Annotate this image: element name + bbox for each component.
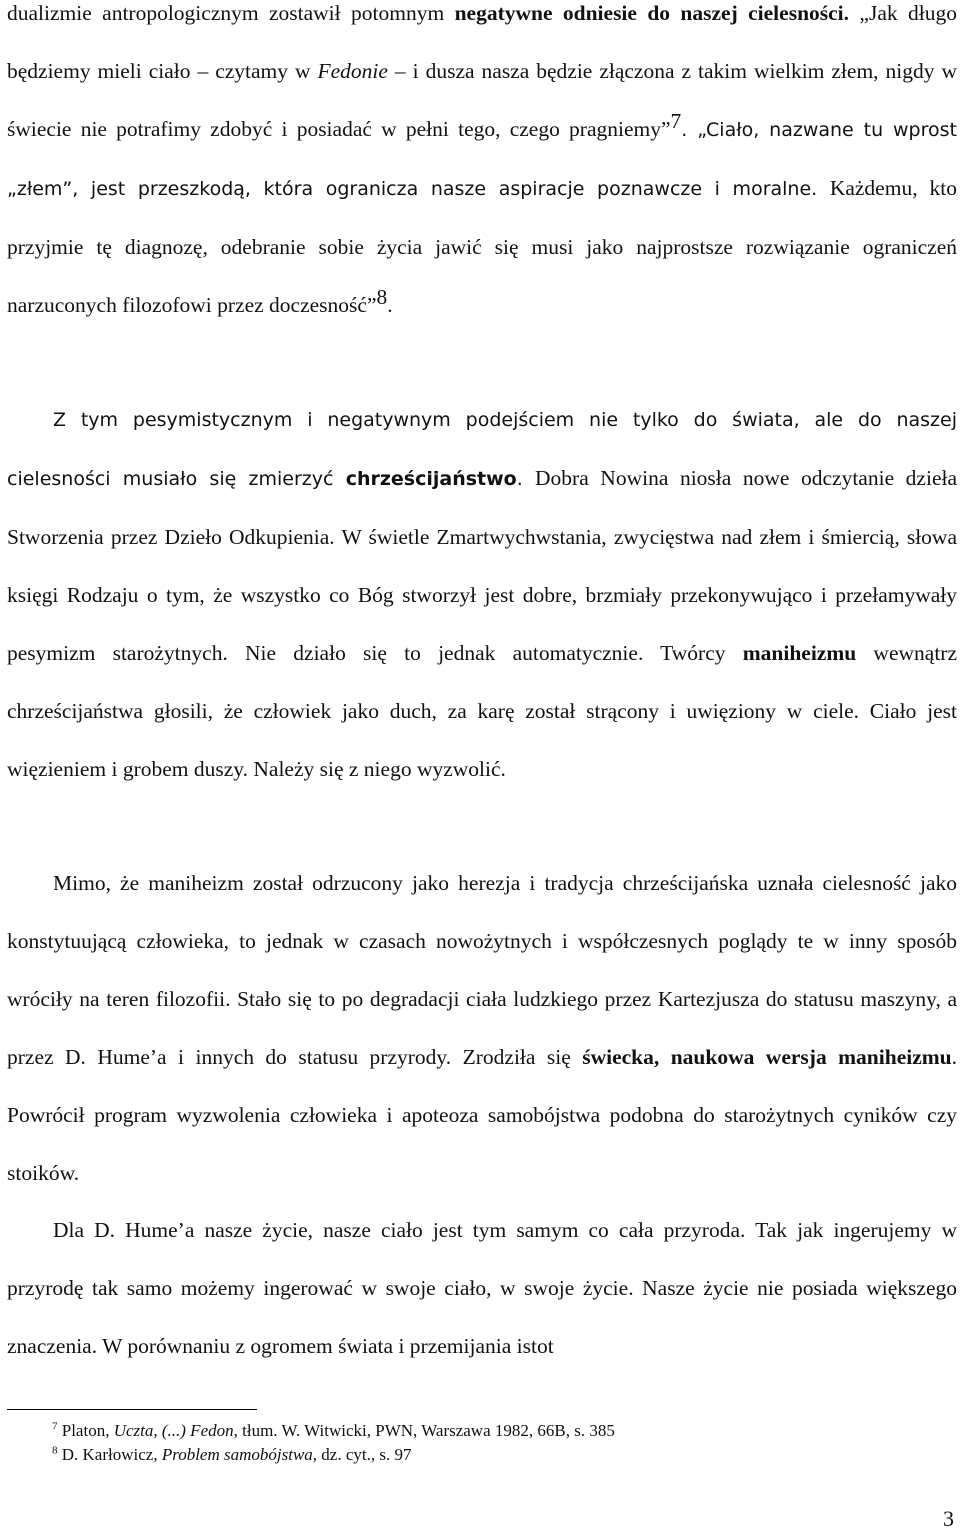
text-run: Mimo, że maniheizm został odrzucony jako herezja i tradycja chrześcijańska uznała cielesność jako konstytuującą człowieka, to jednak w czasach nowożytnych i współczesnych poglądy te w inny sposób wróciły na teren filozofii. Stało się to po degradacji ciała ludzkiego przez Kartezjusza do statusu maszyny, a przez D. Hume’a i innych do statusu przyrody. Zrodziła się xyxy=(7,871,957,1069)
footnote-7 xyxy=(52,1420,615,1442)
text-run: Z tym pesymistycznym i negatywnym podejściem nie tylko do świata, ale do naszej cielesności musiało się zmierzyć xyxy=(7,409,957,490)
text-run: Każdemu, kto przyjmie tę diagnozę, odebranie sobie życia jawić się musi jako najprostsze rozwiązanie ograniczeń narzuconych filozofowi przez doczesność” xyxy=(7,176,957,317)
paragraph-1 xyxy=(7,0,957,334)
bold-phrase: świecka, naukowa wersja maniheizmu xyxy=(582,1045,952,1069)
footnote-text: tłum. W. Witwicki, PWN, Warszawa 1982, 66B, s. 385 xyxy=(237,1421,615,1440)
italic-title: Fedonie xyxy=(317,59,388,83)
bold-phrase: chrześcijaństwo xyxy=(345,468,517,490)
footnote-number: 8 xyxy=(52,1444,58,1457)
text-run: dualizmie antropologicznym zostawił potomnym xyxy=(7,1,455,25)
bold-phrase: maniheizmu xyxy=(742,641,857,665)
text-run: Dobra Nowina niosła nowe odczytanie dzieła Stworzenia przez Dzieło Odkupienia. W świetle Zmartwychwstania, zwycięstwa nad złem i śmiercią, słowa księgi Rodzaju o tym, że wszystko co Bóg stworzył jest dobre, brzmiały przekonywująco i przełamywały pesymizm starożytnych. Nie działo się to jednak automatycznie. Twórcy xyxy=(7,466,958,665)
footnote-8 xyxy=(52,1444,411,1466)
bold-phrase: negatywne odniesie do naszej cielesności. xyxy=(454,1,850,25)
footnote-text: dz. cyt., s. 97 xyxy=(317,1445,412,1464)
text-run: . Powrócił program wyzwolenia człowieka i apoteoza samobójstwa podobna do starożytnych cyników czy stoików. xyxy=(7,1045,957,1185)
footnote-text: Platon, xyxy=(57,1421,114,1440)
text-run: . xyxy=(516,468,536,490)
text-run: wewnątrz chrześcijaństwa głosili, że człowiek jako duch, za karę został strącony i uwięziony w ciele. Ciało jest więzieniem i grobem duszy. Należy się z niego wyzwolić. xyxy=(7,641,957,781)
text-run: Dla D. Hume’a nasze życie, nasze ciało jest tym samym co cała przyroda. Tak jak ingerujemy w przyrodę tak samo możemy ingerować w swoje ciało, w swoje życie. Nasze życie nie posiada większego znaczenia. W porównaniu z ogromem świata i przemijania istot xyxy=(7,1218,957,1358)
footnote-text: D. Karłowicz, xyxy=(57,1445,162,1464)
text-run: . xyxy=(387,293,393,317)
footnote-ref-7: 7 xyxy=(670,109,682,133)
footnote-title: Uczta, (...) Fedon, xyxy=(113,1421,238,1440)
footnote-divider xyxy=(7,1409,257,1410)
text-run: „Jak długo będziemy mieli ciało – czytamy w xyxy=(7,1,957,83)
page-number: 3 xyxy=(943,1506,954,1531)
paragraph-3 xyxy=(7,854,957,1202)
text-run: . „Ciało, nazwane tu wprost „złem”, jest przeszkodą, która ogranicza nasze aspiracje poznawcze i moralne. xyxy=(7,119,957,200)
text-run: – i dusza nasza będzie złączona z takim wielkim złem, nigdy w świecie nie potrafimy zdobyć i posiadać w pełni tego, czego pragniemy” xyxy=(7,59,957,141)
paragraph-2 xyxy=(7,390,957,798)
footnote-title: Problem samobójstwa, xyxy=(161,1445,318,1464)
paragraph-4 xyxy=(7,1201,957,1375)
footnote-number: 7 xyxy=(52,1420,58,1433)
footnote-ref-8: 8 xyxy=(376,285,388,309)
